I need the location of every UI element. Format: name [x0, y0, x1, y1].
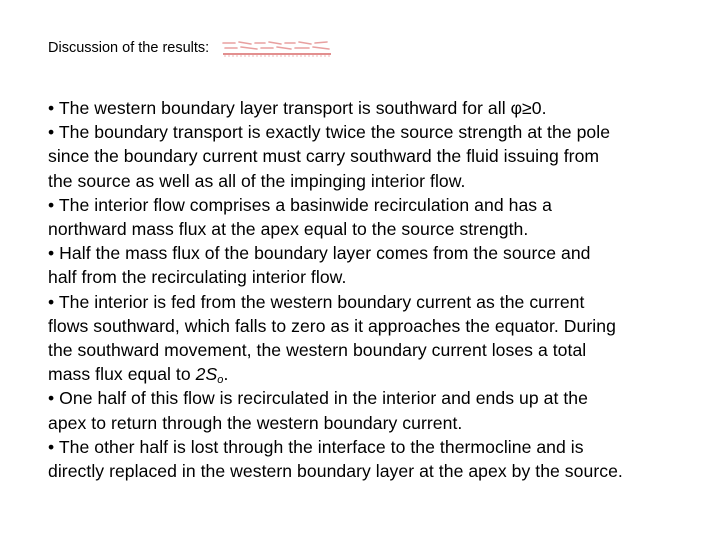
text-line-13: • One half of this flow is recirculated in the interior and ends up at the: [48, 388, 588, 409]
text-line-4: the source as well as all of the impinging interior flow.: [48, 170, 466, 191]
mass-flux-prefix: mass flux equal to: [48, 364, 196, 385]
faded-stamp-mark: [221, 39, 333, 57]
text-line-16: directly replaced in the western boundary layer at the apex by the source.: [48, 461, 623, 482]
text-line-12-mass-flux: [48, 362, 708, 386]
text-line-11: the southward movement, the western boundary current loses a total: [48, 340, 587, 361]
slide-heading: Discussion of the results:: [48, 40, 210, 56]
text-line-15: • The other half is lost through the interface to the thermocline and is: [48, 436, 584, 457]
mass-flux-subscript: o: [217, 374, 224, 387]
text-line-6: northward mass flux at the apex equal to the source strength.: [48, 219, 529, 240]
discussion-text: [48, 96, 708, 483]
mass-flux-suffix: .: [223, 364, 229, 385]
heading-row: [48, 38, 333, 58]
text-line-8: half from the recirculating interior flow.: [48, 267, 347, 288]
text-line-1: • The western boundary layer transport is southward for all φ≥0.: [48, 98, 547, 118]
text-line-14: apex to return through the western boundary current.: [48, 412, 463, 433]
text-line-2: • The boundary transport is exactly twice the source strength at the pole: [48, 122, 611, 143]
text-line-3: since the boundary current must carry southward the fluid issuing from: [48, 146, 600, 167]
text-line-10: flows southward, which falls to zero as it approaches the equator. During: [48, 315, 616, 336]
text-line-5: • The interior flow comprises a basinwide recirculation and has a: [48, 194, 552, 215]
text-line-7: • Half the mass flux of the boundary layer comes from the source and: [48, 243, 591, 264]
text-line-9: • The interior is fed from the western boundary current as the current: [48, 291, 585, 312]
mass-flux-symbol: 2S: [195, 364, 218, 385]
stamp-scribble: [221, 39, 333, 57]
